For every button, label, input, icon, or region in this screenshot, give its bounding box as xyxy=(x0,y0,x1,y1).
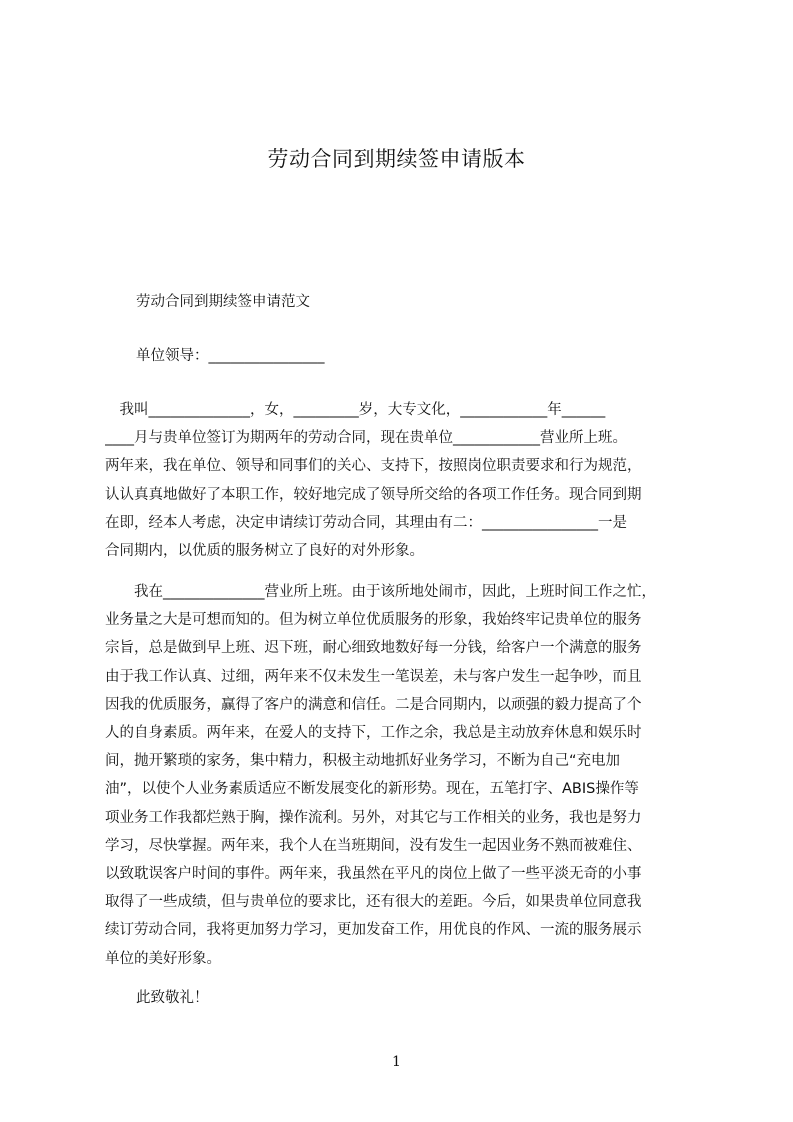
paragraph-line: 因我的优质服务，赢得了客户的满意和信任。二是合同期内，以顽强的毅力提高了个 xyxy=(105,696,642,713)
paragraph-line: 项业务工作我都烂熟于胸，操作流利。另外，对其它与工作相关的业务，我也是努力 xyxy=(105,809,642,826)
paragraph-1 xyxy=(105,396,705,565)
paragraph-line: ____月与贵单位签订为期两年的劳动合同，现在贵单位____________营业所上班。 xyxy=(105,430,627,447)
paragraph-line: 认认真真地做好了本职工作，较好地完成了领导所交给的各项工作任务。现合同到期 xyxy=(105,486,642,503)
paragraph-line: 我叫______________，女，_________岁，大专文化，____________年______ xyxy=(105,402,606,418)
paragraph-line: 油”，以使个人业务素质适应不断发展变化的新形势。现在，五笔打字、ABIS操作等 xyxy=(105,781,639,798)
paragraph-line: 业务量之大是可想而知的。但为树立单位优质服务的形象，我始终牢记贵单位的服务 xyxy=(105,612,642,629)
paragraph-line: 学习，尽快掌握。两年来，我个人在当班期间，没有发生一起因业务不熟而被难住、 xyxy=(105,837,642,854)
paragraph-line: 由于我工作认真、过细，两年来不仅未发生一笔误差，未与客户发生一起争吵，而且 xyxy=(105,668,642,685)
paragraph-line: 人的自身素质。两年来，在爱人的支持下，工作之余，我总是主动放弃休息和娱乐时 xyxy=(105,725,642,742)
paragraph-line: 以致耽误客户时间的事件。两年来，我虽然在平凡的岗位上做了一些平淡无奇的小事 xyxy=(105,866,642,883)
paragraph-line: 单位的美好形象。 xyxy=(105,950,221,967)
document-title: 劳动合同到期续签申请版本 xyxy=(267,147,526,171)
paragraph-line: 合同期内，以优质的服务树立了良好的对外形象。 xyxy=(105,543,424,560)
salutation-line: 单位领导：________________ xyxy=(136,348,325,364)
page-number: 1 xyxy=(392,1054,401,1070)
document-subtitle: 劳动合同到期续签申请范文 xyxy=(136,294,310,310)
paragraph-line: 宗旨，总是做到早上班、迟下班，耐心细致地数好每一分钱，给客户一个满意的服务 xyxy=(105,640,642,657)
paragraph-line: 在即，经本人考虑，决定申请续订劳动合同，其理由有二：________________一是 xyxy=(105,514,627,531)
paragraph-line: 两年来，我在单位、领导和同事们的关心、支持下，按照岗位职责要求和行为规范， xyxy=(105,458,642,475)
paragraph-line: 取得了一些成绩，但与贵单位的要求比，还有很大的差距。今后，如果贵单位同意我 xyxy=(105,894,642,911)
closing-line: 此致敬礼！ xyxy=(136,990,209,1006)
paragraph-line: 续订劳动合同，我将更加努力学习，更加发奋工作，用优良的作风、一流的服务展示 xyxy=(105,922,642,939)
paragraph-line: 我在______________营业所上班。由于该所地处闹市，因此，上班时间工作之忙， xyxy=(105,584,656,600)
paragraph-2 xyxy=(105,578,705,973)
paragraph-line: 间，抛开繁琐的家务，集中精力，积极主动地抓好业务学习，不断为自己“充电加 xyxy=(105,753,621,770)
